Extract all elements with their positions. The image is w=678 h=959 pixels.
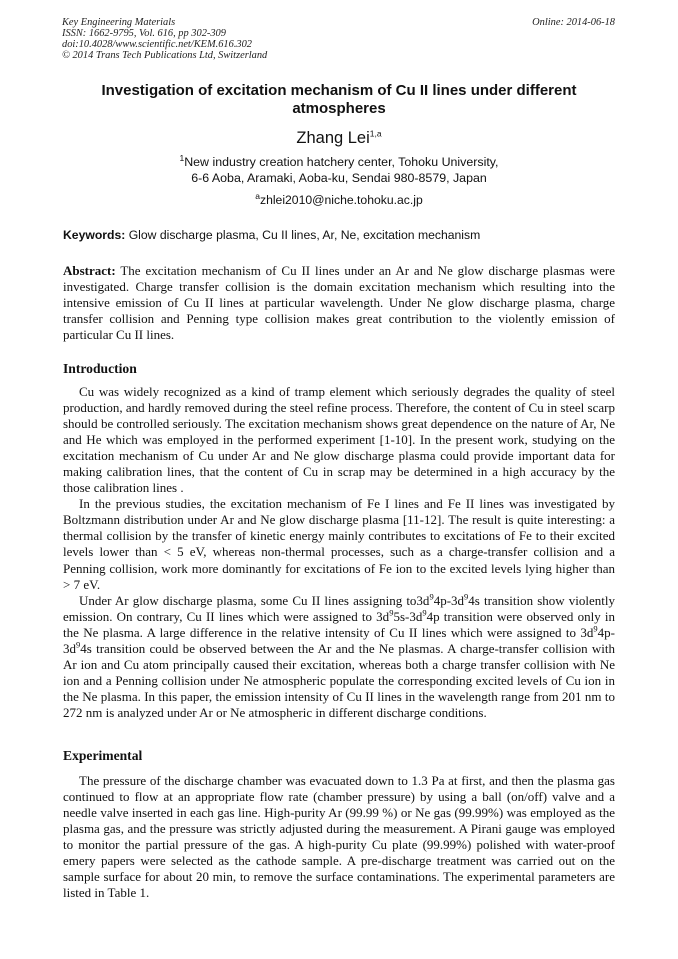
author-name: Zhang Lei [296, 129, 370, 147]
email-superscript: a [255, 190, 260, 201]
keywords-label: Keywords: [63, 228, 126, 242]
abstract-text: The excitation mechanism of Cu II lines under an Ar and Ne glow discharge plasmas were investigated. Charge transfer collision is the domain excitation mechanism which resulting into the intensive emission of Cu II lines at particular wavelength. Under Ne glow discharge plasma, charge transfer collision and Penning type collision makes great contribution to the violently emission of particular Cu II lines. [63, 263, 615, 343]
author-superscript: 1,a [369, 128, 382, 139]
email-address: zhlei2010@niche.tohoku.ac.jp [259, 193, 423, 207]
paper-title: Investigation of excitation mechanism of Cu II lines under different atmospheres [101, 82, 577, 117]
journal-metadata [62, 17, 267, 61]
experimental-paragraph-1: The pressure of the discharge chamber was evacuated down to 1.3 Pa at first, and then the plasma gas continued to flow at an appropriate flow rate (chamber pressure) by using a ball (on/off) valve and a needle valve inserted in each gas line. High-purity Ar (99.99 %) or Ne gas (99.99%) was employed as the plasma gas, and the pressure was strictly adjusted during the measurement. A Pirani gauge was employed to monitor the partial pressure of the gas. A high-purity Cu plate (99.99%) polished with water-proof emery papers were selected as the cathode sample. A pre-discharge treatment was carried out on the sample surface for about 20 min, to remove the surface contaminations. The experimental parameters are listed in Table 1. [63, 773, 615, 901]
abstract [63, 263, 615, 343]
issn-line: ISSN: 1662-9795, Vol. 616, pp 302-309 [62, 28, 226, 39]
copyright-line: © 2014 Trans Tech Publications Ltd, Switzerland [62, 50, 268, 61]
doi-line: doi:10.4028/www.scientific.net/KEM.616.302 [62, 39, 252, 50]
introduction-heading: Introduction [63, 361, 137, 376]
journal-name: Key Engineering Materials [62, 17, 176, 28]
author-line [0, 128, 678, 148]
intro-paragraph-2: In the previous studies, the excitation mechanism of Fe I lines and Fe II lines was investigated by Boltzmann distribution under Ar and Ne glow discharge plasma [11-12]. The result is quite interesting: a thermal collision by the transfer of kinetic energy mainly contributes to excitations of Fe to their excited levels lower than < 5 eV, whereas non-thermal processes, such as a charge-transfer collision and a Penning collision, work more dominantly for excitations of Fe ion to the excited levels lying higher than > 7 eV. [63, 496, 615, 592]
keywords-text: Glow discharge plasma, Cu II lines, Ar, Ne, excitation mechanism [125, 228, 481, 242]
intro-paragraph-3: Under Ar glow discharge plasma, some Cu II lines assigning $to3d^94p-3d^94s$ transition show violently emission. On contrary, Cu II lines which were assigned to $3d^95s-3d^94p$ transition were observed only in the Ne plasma. A large difference in the relative intensity of Cu II lines which were assigned to $3d^94p-3d^94s$ transition could be observed between the Ar and the Ne plasmas. A charge-transfer collision with Ar ion and Cu atom principally caused their excitation, whereas both a charge transfer collision with Ne ion and a Penning collision under Ne atmospheric populate the corresponding excited levels of Cu ion in the Ne plasma. In this paper, the emission intensity of Cu II lines in the wavelength range from 201 nm to 272 nm is analyzed under Ar or Ne atmospheric in different discharge conditions. [63, 591, 615, 720]
affiliation-line-1: $^1$New industry creation hatchery center, Tohoku University, [179, 152, 499, 169]
experimental-section [63, 773, 615, 901]
online-date: Online: 2014-06-18 [532, 17, 615, 28]
experimental-heading: Experimental [63, 748, 143, 763]
affiliation [0, 152, 678, 186]
introduction-section [63, 384, 615, 721]
affiliation-superscript: 1 [179, 152, 185, 163]
abstract-label: Abstract: [63, 263, 116, 278]
affiliation-line-2: 6-6 Aoba, Aramaki, Aoba-ku, Sendai 980-8579, Japan [191, 170, 487, 185]
email-line [0, 190, 678, 207]
keywords [63, 228, 615, 242]
intro-paragraph-1: Cu was widely recognized as a kind of tramp element which seriously degrades the quality of steel production, and hardly removed during the steel refine process. Therefore, the content of Cu in steel scarp should be controlled seriously. The excitation mechanism shows great dependence on the nature of Ar, Ne and He which was employed in the performed experiment [1-10]. In the present work, studying on the excitation mechanism of Cu under Ar and Ne glow discharge plasma could provide important data for making calibration lines, that the content of Cu in scrap may be determined in a high accuracy by the those calibration lines . [63, 384, 615, 496]
